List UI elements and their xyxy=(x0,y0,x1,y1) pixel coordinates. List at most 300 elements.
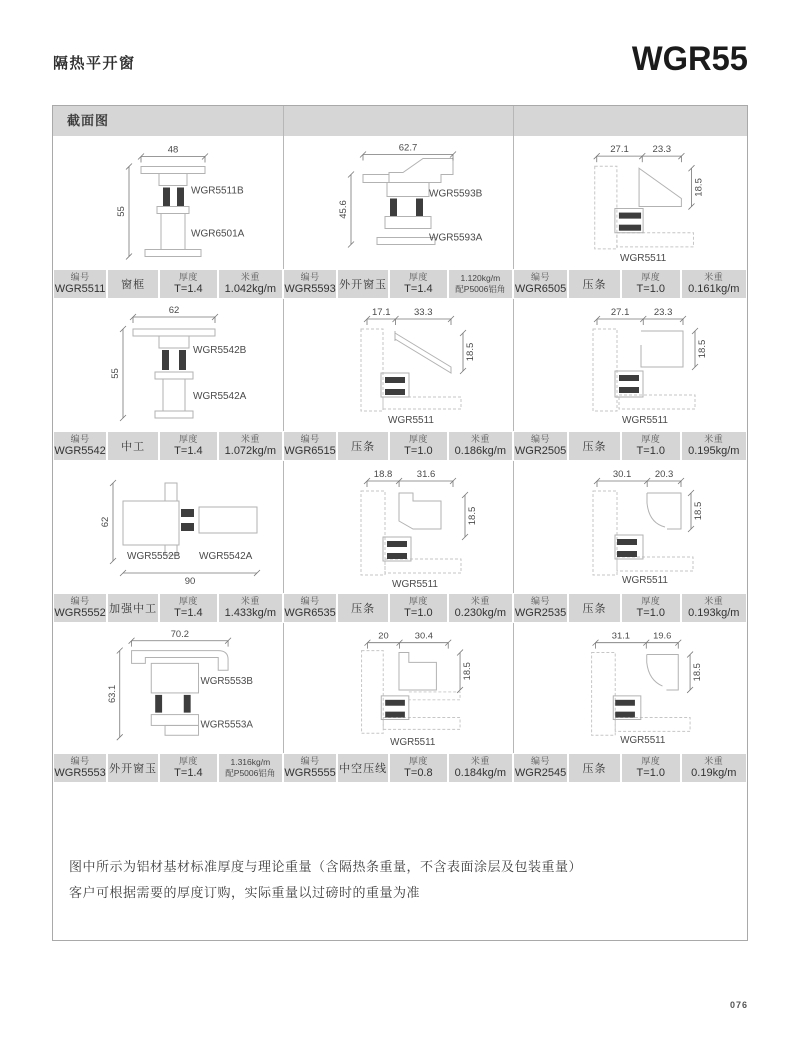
profile-outline xyxy=(165,483,177,501)
spec-text: 厚度 xyxy=(408,596,428,606)
spec-column xyxy=(283,593,513,623)
spec-cell-weight xyxy=(449,754,512,782)
thermal-break-bar xyxy=(181,523,194,531)
profile-outline xyxy=(595,166,617,249)
spec-text: 厚度 xyxy=(408,434,428,444)
profile-code-label: WGR5511 xyxy=(388,415,434,426)
profile-outline xyxy=(385,217,431,229)
spec-text: 米重 xyxy=(704,756,724,766)
spec-text: 厚度 xyxy=(641,434,661,444)
profile-outline xyxy=(155,372,193,379)
profile-code-label: WGR5511B xyxy=(191,185,244,197)
spec-text: T=1.4 xyxy=(174,445,203,457)
profile-outline xyxy=(647,655,663,687)
spec-text: 编号 xyxy=(300,756,320,766)
spec-text: T=0.8 xyxy=(404,767,433,779)
dim-label: 33.3 xyxy=(414,307,433,318)
profile-diagram-cell xyxy=(53,461,283,593)
spec-cell-name xyxy=(338,754,388,782)
spec-text: WGR5542 xyxy=(54,445,106,457)
spec-text: 配P5006铝角 xyxy=(455,284,506,294)
spec-cell-name xyxy=(108,270,158,298)
thermal-break-bar xyxy=(387,541,407,547)
footnote-line-2: 客户可根据需要的厚度订购，实际重量以过磅时的重量为准 xyxy=(69,885,421,900)
spec-cell-code xyxy=(514,754,567,782)
spec-cell-weight xyxy=(449,432,512,460)
profile-outline xyxy=(141,167,205,174)
profile-diagram-cell xyxy=(513,299,747,431)
spec-cell-name xyxy=(338,432,388,460)
spec-column xyxy=(53,431,283,461)
dim-label: 20.3 xyxy=(654,469,674,480)
spec-text: 编号 xyxy=(300,272,320,282)
profile-code-label: WGR5542A xyxy=(193,391,247,402)
profile-code-label: WGR5511 xyxy=(392,579,438,590)
dim-label: 18.5 xyxy=(461,662,472,681)
spec-text: 米重 xyxy=(240,272,260,282)
thermal-break-bar xyxy=(619,213,641,219)
spec-text: 0.195kg/m xyxy=(688,445,740,457)
spec-text: 编号 xyxy=(531,434,551,444)
profile-diagram xyxy=(513,623,747,753)
spec-cell-thickness xyxy=(160,594,217,622)
profile-diagram xyxy=(283,623,513,753)
profile-outline xyxy=(647,655,679,690)
dim-label: 48 xyxy=(167,144,179,156)
spec-cell-code xyxy=(284,754,336,782)
profile-code-label: WGR5511 xyxy=(622,415,668,426)
profile-diagram xyxy=(53,623,283,753)
dim-label: 30.1 xyxy=(612,469,632,480)
profile-outline xyxy=(377,238,435,245)
profile-diagram xyxy=(513,136,747,269)
spec-column xyxy=(53,269,283,299)
profile-outline xyxy=(389,159,453,183)
profile-diagram xyxy=(53,136,283,269)
profile-diagram xyxy=(283,136,513,269)
profile-outline xyxy=(617,233,694,247)
spec-text: 外开窗玉 xyxy=(339,279,388,291)
spec-text: T=1.0 xyxy=(404,445,433,457)
spec-column xyxy=(513,593,747,623)
profile-code-label: WGR5553B xyxy=(200,676,253,688)
spec-text: 1.316kg/m xyxy=(230,757,271,767)
spec-cell-code xyxy=(284,594,336,622)
dim-label: 63.1 xyxy=(106,684,117,704)
spec-cell-name xyxy=(569,270,620,298)
profile-outline xyxy=(157,207,189,214)
spec-text: 压条 xyxy=(582,441,607,453)
dim-label: 18.5 xyxy=(693,178,705,197)
dim-label: 18.5 xyxy=(693,501,704,521)
spec-text: 编号 xyxy=(70,272,90,282)
spec-text: WGR5511 xyxy=(54,283,106,295)
profile-outline xyxy=(409,692,460,700)
spec-cell-code xyxy=(514,594,567,622)
profile-code-label: WGR5542A xyxy=(199,551,253,562)
spec-text: WGR6515 xyxy=(284,445,336,457)
spec-column xyxy=(513,269,747,299)
profile-diagram xyxy=(53,461,283,593)
thermal-break-bar xyxy=(615,700,635,706)
spec-column xyxy=(53,753,283,783)
spec-column xyxy=(283,431,513,461)
profile-outline xyxy=(159,174,187,186)
spec-text: 0.19kg/m xyxy=(691,767,737,779)
profile-diagram-cell xyxy=(283,461,513,593)
profile-outline xyxy=(199,507,257,533)
footnote-line-1: 图中所示为铝材基材标准厚度与理论重量（含隔热条重量，不含表面涂层及包装重量） xyxy=(69,859,583,874)
thermal-break-bar xyxy=(184,695,191,713)
diagram-row xyxy=(53,623,747,753)
spec-cell-code xyxy=(514,432,567,460)
spec-text: 1.072kg/m xyxy=(224,445,277,457)
spec-cell-thickness xyxy=(390,432,447,460)
profile-code-label: WGR5553A xyxy=(200,719,253,731)
thermal-break-bar xyxy=(177,188,184,207)
spec-text: T=1.0 xyxy=(636,767,665,779)
spec-row xyxy=(53,431,747,461)
series-code: WGR55 xyxy=(631,40,748,78)
thermal-break-bar xyxy=(385,712,405,718)
profile-outline xyxy=(592,653,616,736)
spec-column xyxy=(53,593,283,623)
spec-text: 厚度 xyxy=(178,434,198,444)
spec-text: WGR2535 xyxy=(514,607,567,619)
spec-text: WGR5553 xyxy=(54,767,106,779)
spec-cell-name xyxy=(338,270,388,298)
thermal-break-bar xyxy=(390,199,397,217)
spec-text: 米重 xyxy=(240,596,260,606)
spec-cell-name xyxy=(108,594,158,622)
profile-diagram-cell xyxy=(53,299,283,431)
profile-diagram-cell xyxy=(53,623,283,753)
section-title: 截面图 xyxy=(67,113,110,128)
spec-text: 0.186kg/m xyxy=(454,445,507,457)
dim-label: 23.3 xyxy=(653,307,673,318)
spec-text: WGR6535 xyxy=(284,607,336,619)
spec-cell-code xyxy=(284,270,336,298)
profile-code-label: WGR6501A xyxy=(191,228,245,240)
page-number: 076 xyxy=(729,1000,748,1010)
dim-label: 27.1 xyxy=(610,144,629,156)
dim-label: 18.5 xyxy=(465,342,476,362)
dim-label: 30.4 xyxy=(414,630,433,641)
profile-diagram-cell xyxy=(513,623,747,753)
spec-text: 米重 xyxy=(704,434,724,444)
spec-text: T=1.0 xyxy=(636,607,665,619)
thermal-break-bar xyxy=(163,188,170,207)
profile-diagram-cell xyxy=(513,136,747,269)
thermal-break-bar xyxy=(387,553,407,559)
spec-text: 厚度 xyxy=(178,756,198,766)
spec-text: 0.184kg/m xyxy=(454,767,507,779)
thermal-break-bar xyxy=(385,700,405,706)
spec-text: 压条 xyxy=(351,441,376,453)
spec-cell-thickness xyxy=(622,432,680,460)
spec-text: 加强中工 xyxy=(109,603,158,615)
profile-outline xyxy=(395,333,451,373)
diagram-row xyxy=(53,299,747,431)
thermal-break-bar xyxy=(615,712,635,718)
section-header xyxy=(53,106,747,136)
profile-outline xyxy=(363,175,389,183)
dim-label: 19.6 xyxy=(653,630,672,641)
dim-label: 62.7 xyxy=(398,142,418,154)
thermal-break-bar xyxy=(162,350,169,370)
spec-text: WGR2545 xyxy=(514,767,567,779)
spec-row xyxy=(53,593,747,623)
dim-label: 55 xyxy=(116,206,127,217)
thermal-break-bar xyxy=(617,551,637,557)
spec-cell-weight xyxy=(219,270,282,298)
spec-text: 米重 xyxy=(240,434,260,444)
spec-text: 中工 xyxy=(121,441,146,453)
spec-text: 编号 xyxy=(531,596,551,606)
spec-text: 外开窗玉 xyxy=(109,763,158,775)
spec-row xyxy=(53,269,747,299)
spec-cell-name xyxy=(569,594,620,622)
profile-code-label: WGR5511 xyxy=(390,737,436,749)
spec-text: T=1.0 xyxy=(636,445,665,457)
dim-label: 31.1 xyxy=(611,630,630,641)
spec-text: 窗框 xyxy=(121,279,146,291)
profile-diagram-cell xyxy=(513,461,747,593)
profile-diagram xyxy=(513,461,747,593)
profile-code-label: WGR5552B xyxy=(127,551,181,562)
spec-cell-thickness xyxy=(160,754,217,782)
profile-outline xyxy=(647,493,681,529)
profile-outline xyxy=(145,250,201,257)
profile-diagram xyxy=(283,299,513,431)
spec-cell-weight xyxy=(682,270,746,298)
spec-text: 编号 xyxy=(300,596,320,606)
profile-diagram-cell xyxy=(283,136,513,269)
profile-diagram xyxy=(283,461,513,593)
spec-text: 编号 xyxy=(70,596,90,606)
thermal-break-bar xyxy=(619,225,641,231)
spec-text: 米重 xyxy=(470,596,490,606)
spec-column xyxy=(513,753,747,783)
thermal-break-bar xyxy=(385,389,405,395)
spec-text: 厚度 xyxy=(641,272,661,282)
profile-outline xyxy=(161,214,185,250)
profile-outline xyxy=(647,493,665,527)
diagram-row xyxy=(53,136,747,269)
spec-text: T=1.0 xyxy=(636,283,665,295)
profile-outline xyxy=(151,663,198,693)
profile-outline xyxy=(159,336,189,348)
profile-outline xyxy=(639,168,681,206)
spec-text: 米重 xyxy=(470,756,490,766)
spec-cell-weight xyxy=(682,432,746,460)
spec-cell-name xyxy=(569,432,620,460)
profile-grid xyxy=(53,136,747,783)
spec-cell-name xyxy=(108,754,158,782)
spec-text: 厚度 xyxy=(641,596,661,606)
thermal-break-bar xyxy=(155,695,162,713)
spec-text: T=1.4 xyxy=(174,607,203,619)
spec-text: WGR6505 xyxy=(514,283,567,295)
profile-outline xyxy=(163,379,185,411)
profile-outline xyxy=(151,715,198,726)
spec-column xyxy=(283,753,513,783)
spec-text: 厚度 xyxy=(178,272,198,282)
spec-text: 编号 xyxy=(70,756,90,766)
dim-label: 45.6 xyxy=(338,200,349,219)
spec-cell-name xyxy=(108,432,158,460)
spec-cell-code xyxy=(54,594,106,622)
spec-text: T=1.4 xyxy=(174,283,203,295)
thermal-break-bar xyxy=(416,199,423,217)
spec-column xyxy=(283,269,513,299)
profile-outline xyxy=(399,653,436,690)
profile-outline xyxy=(362,651,384,734)
spec-text: 配P5006铝角 xyxy=(225,768,276,778)
spec-text: 编号 xyxy=(531,756,551,766)
spec-cell-code xyxy=(514,270,567,298)
profile-diagram xyxy=(53,299,283,431)
spec-cell-code xyxy=(54,754,106,782)
dim-label: 17.1 xyxy=(372,307,391,318)
spec-cell-weight xyxy=(449,594,512,622)
spec-cell-weight xyxy=(682,754,746,782)
content-frame xyxy=(52,105,748,941)
spec-cell-code xyxy=(54,270,106,298)
spec-cell-thickness xyxy=(390,270,447,298)
spec-text: 0.161kg/m xyxy=(688,283,740,295)
dim-label: 62 xyxy=(100,516,111,528)
spec-cell-weight xyxy=(219,754,282,782)
dim-label: 20 xyxy=(378,630,389,641)
spec-text: 1.042kg/m xyxy=(224,283,277,295)
profile-outline xyxy=(399,493,441,529)
spec-text: 编号 xyxy=(70,434,90,444)
profile-diagram-cell xyxy=(283,299,513,431)
diagram-row xyxy=(53,461,747,593)
spec-text: 编号 xyxy=(531,272,551,282)
spec-cell-weight xyxy=(219,594,282,622)
spec-text: 中空压线 xyxy=(339,763,388,775)
spec-text: 0.193kg/m xyxy=(688,607,740,619)
thermal-break-bar xyxy=(619,375,639,381)
spec-text: 厚度 xyxy=(641,756,661,766)
spec-text: WGR2505 xyxy=(514,445,567,457)
spec-text: 厚度 xyxy=(408,756,428,766)
page-title: 隔热平开窗 xyxy=(53,55,136,72)
spec-text: WGR5552 xyxy=(54,607,106,619)
spec-cell-thickness xyxy=(390,754,447,782)
spec-cell-name xyxy=(338,594,388,622)
profile-outline xyxy=(641,331,683,367)
profile-code-label: WGR5511 xyxy=(619,252,667,264)
spec-text: 米重 xyxy=(470,434,490,444)
profile-outline xyxy=(165,725,198,735)
profile-outline xyxy=(361,329,383,411)
thermal-break-bar xyxy=(179,350,186,370)
spec-text: T=1.0 xyxy=(404,607,433,619)
profile-outline xyxy=(593,491,617,575)
spec-cell-code xyxy=(284,432,336,460)
spec-cell-thickness xyxy=(622,594,680,622)
spec-text: WGR5555 xyxy=(284,767,336,779)
profile-outline xyxy=(132,651,229,671)
spec-text: T=1.4 xyxy=(404,283,433,295)
spec-cell-code xyxy=(54,432,106,460)
spec-cell-thickness xyxy=(160,432,217,460)
spec-text: 压条 xyxy=(582,279,607,291)
profile-code-label: WGR5511 xyxy=(622,575,668,586)
spec-text: 压条 xyxy=(351,603,376,615)
spec-cell-weight xyxy=(449,270,512,298)
profile-outline xyxy=(615,371,643,397)
spec-text: WGR5593 xyxy=(284,283,336,295)
spec-cell-weight xyxy=(682,594,746,622)
profile-outline xyxy=(593,329,617,411)
spec-text: 1.120kg/m xyxy=(460,273,501,283)
spec-row xyxy=(53,753,747,783)
profile-outline xyxy=(155,411,193,418)
dim-label: 23.3 xyxy=(652,144,672,156)
spec-text: 米重 xyxy=(704,596,724,606)
profile-outline xyxy=(383,397,461,409)
dim-label: 18.5 xyxy=(691,663,702,682)
dim-label: 18.5 xyxy=(697,339,708,359)
dim-label: 18.8 xyxy=(373,469,393,480)
spec-cell-thickness xyxy=(622,270,680,298)
profile-code-label: WGR5542B xyxy=(193,345,247,356)
dim-label: 90 xyxy=(184,576,196,587)
thermal-break-bar xyxy=(619,387,639,393)
spec-text: 厚度 xyxy=(178,596,198,606)
footnote xyxy=(69,854,582,906)
profile-outline xyxy=(123,501,179,545)
spec-text: 厚度 xyxy=(408,272,428,282)
profile-outline xyxy=(387,183,429,197)
profile-code-label: WGR5511 xyxy=(620,735,666,747)
spec-cell-thickness xyxy=(622,754,680,782)
spec-cell-name xyxy=(569,754,620,782)
thermal-break-bar xyxy=(385,377,405,383)
spec-text: 米重 xyxy=(704,272,724,282)
dim-label: 27.1 xyxy=(610,307,630,318)
thermal-break-bar xyxy=(617,539,637,545)
spec-text: T=1.4 xyxy=(174,767,203,779)
spec-text: 压条 xyxy=(582,763,607,775)
profile-diagram xyxy=(513,299,747,431)
profile-outline xyxy=(361,491,385,575)
profile-outline xyxy=(133,329,215,336)
spec-cell-thickness xyxy=(390,594,447,622)
profile-diagram-cell xyxy=(283,623,513,753)
spec-cell-weight xyxy=(219,432,282,460)
profile-code-label: WGR5593B xyxy=(429,188,483,200)
dim-label: 18.5 xyxy=(467,506,478,526)
thermal-break-bar xyxy=(181,509,194,517)
profile-diagram-cell xyxy=(53,136,283,269)
spec-column xyxy=(513,431,747,461)
spec-text: 压条 xyxy=(582,603,607,615)
spec-text: 0.230kg/m xyxy=(454,607,507,619)
dim-label: 31.6 xyxy=(416,469,436,480)
profile-code-label: WGR5593A xyxy=(429,232,483,244)
spec-cell-thickness xyxy=(160,270,217,298)
dim-label: 62 xyxy=(168,305,180,316)
spec-text: 编号 xyxy=(300,434,320,444)
dim-label: 70.2 xyxy=(170,628,189,639)
dim-label: 55 xyxy=(110,368,121,379)
spec-text: 1.433kg/m xyxy=(224,607,277,619)
